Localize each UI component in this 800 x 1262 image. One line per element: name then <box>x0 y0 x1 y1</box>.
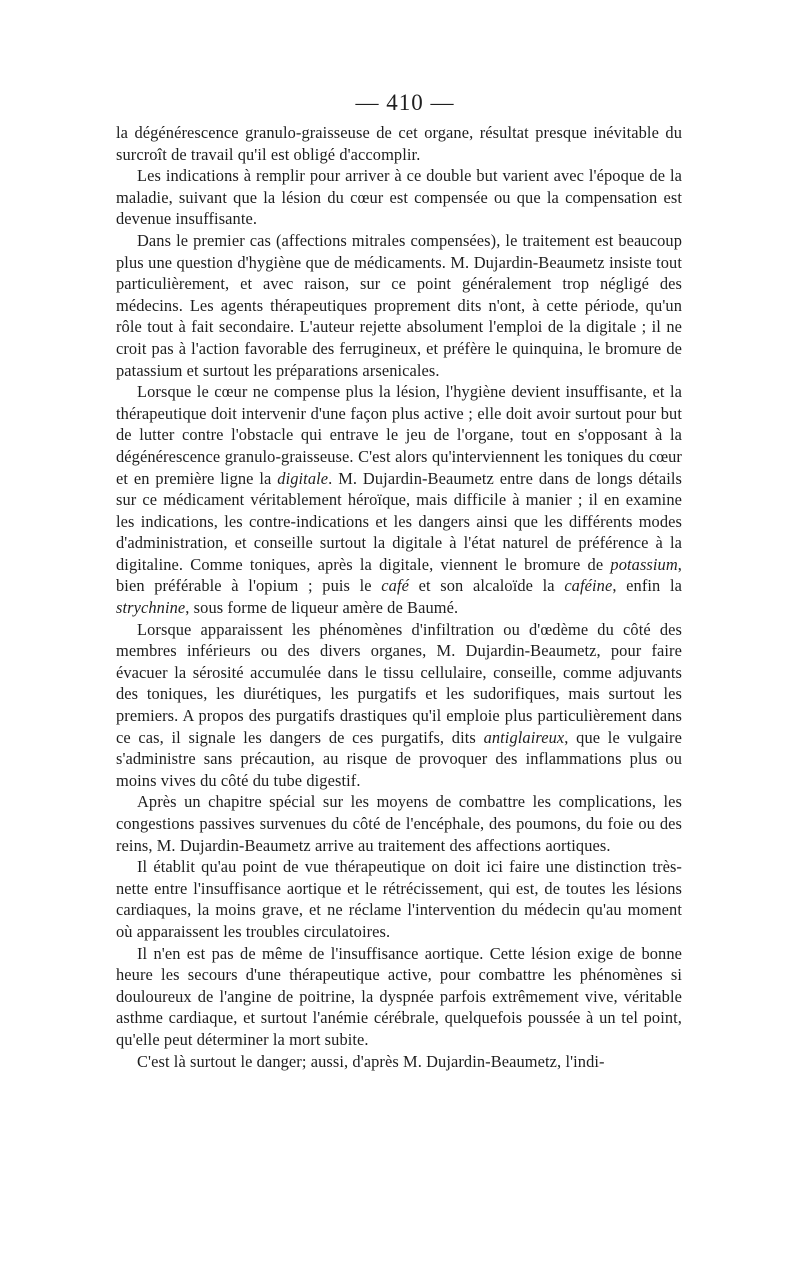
paragraph <box>116 1051 682 1073</box>
paragraph-text: , que le vulgaire s'administre sans précaution, au risque de provoquer des inflammations plus ou moins vives du côté du tube digestif. <box>116 727 682 790</box>
paragraph <box>116 165 682 230</box>
italic-term: potassium <box>610 554 678 574</box>
paragraph <box>116 791 682 856</box>
paragraph-text: Lorsque le cœur ne compense plus la lésion, l'hygiène devient insuffisante, et la thérapeutique doit intervenir d'une façon plus active ; elle doit avoir surtout pour but de lutter contre l'obstacle qui entrave le jeu de l'organe, tout en s'opposant à la dégénérescence granulo-graisseuse. C'est alors qu'interviennent les toniques du cœur et en première ligne la <box>116 382 682 488</box>
paragraph-text: Lorsque apparaissent les phénomènes d'infiltration ou d'œdème du côté des membres inférieurs ou des divers organes, M. Dujardin-Beaumetz, pour faire évacuer la sérosité accumulée dans le tissu cellulaire, conseille, comme adjuvants des toniques, les diurétiques, les purgatifs et les sudorifiques, mais surtout les premiers. A propos des purgatifs drastiques qu'il emploie plus particulièrement dans ce cas, il signale les dangers de ces purgatifs, dits <box>116 619 682 747</box>
italic-term: strychnine <box>116 598 186 618</box>
paragraph <box>116 381 682 619</box>
paragraph <box>116 856 682 942</box>
paragraph-text: . M. Dujardin-Beaumetz entre dans de longs détails sur ce médicament véritablement héroïque, mais difficile à manier ; il en examine les indications, les contre-indications et les dangers ainsi que les différents modes d'administration, et conseille surtout la digitale à l'état naturel de préférence à la digitaline. Comme toniques, après la digitale, viennent le bromure de <box>116 468 683 574</box>
italic-term: digitale <box>277 468 329 488</box>
paragraph <box>116 122 682 165</box>
body-text <box>116 122 682 1072</box>
paragraph <box>116 619 682 792</box>
paragraph <box>116 943 682 1051</box>
paragraph-text: , sous forme de liqueur amère de Baumé. <box>185 598 459 618</box>
paragraph-text: , enfin la <box>612 576 682 596</box>
book-page <box>116 86 682 1072</box>
italic-term: antiglaireux <box>483 727 565 747</box>
paragraph-text: Les indications à remplir pour arriver à ce double but varient avec l'époque de la maladie, suivant que la lésion du cœur est compensée ou que la compensation est devenue insuffisante. <box>116 166 682 229</box>
paragraph-text: Dans le premier cas (affections mitrales compensées), le traitement est beaucoup plus une question d'hygiène que de médicaments. M. Dujardin-Beaumetz insiste tout particulièrement, et avec raison, sur ce point généralement trop négligé des médecins. Les agents thérapeutiques proprement dits n'ont, à cette période, qu'un rôle tout à fait secondaire. L'auteur rejette absolument l'emploi de la digitale ; il ne croit pas à l'action favorable des ferrugineux, et préfère le quinquina, le bromure de patassium et surtout les préparations arsenicales. <box>116 230 682 380</box>
paragraph-text: et son alcaloïde la <box>409 576 565 596</box>
paragraph-text: , bien préférable à l'opium ; puis le <box>116 554 682 596</box>
paragraph <box>116 230 682 381</box>
paragraph-text: Après un chapitre spécial sur les moyens de combattre les complications, les congestions passives survenues du côté de l'encéphale, des poumons, du foie ou des reins, M. Dujardin-Beaumetz arrive au traitement des affections aortiques. <box>116 792 682 855</box>
italic-term: caféine <box>564 576 613 596</box>
paragraph-text: Il n'en est pas de même de l'insuffisance aortique. Cette lésion exige de bonne heure les secours d'une thérapeutique active, pour combattre les phénomènes si douloureux de l'angine de poitrine, la dyspnée parfois extrêmement vive, véritable asthme cardiaque, et surtout l'anémie cérébrale, quelquefois poussée à un tel point, qu'elle peut déterminer la mort subite. <box>116 943 682 1049</box>
paragraph-text: la dégénérescence granulo-graisseuse de cet organe, résultat presque inévitable du surcroît de travail qu'il est obligé d'accomplir. <box>116 123 682 164</box>
paragraph-text: Il établit qu'au point de vue thérapeutique on doit ici faire une distinction très-nette entre l'insuffisance aortique et le rétrécissement, qui est, de toutes les lésions cardiaques, la moins grave, et ne réclame l'intervention du médecin qu'au moment où apparaissent les troubles circulatoires. <box>116 857 682 941</box>
paragraph-text: C'est là surtout le danger; aussi, d'après M. Dujardin-Beaumetz, l'indi- <box>137 1051 605 1071</box>
page-number: — 410 — <box>355 90 455 115</box>
italic-term: café <box>381 576 409 596</box>
